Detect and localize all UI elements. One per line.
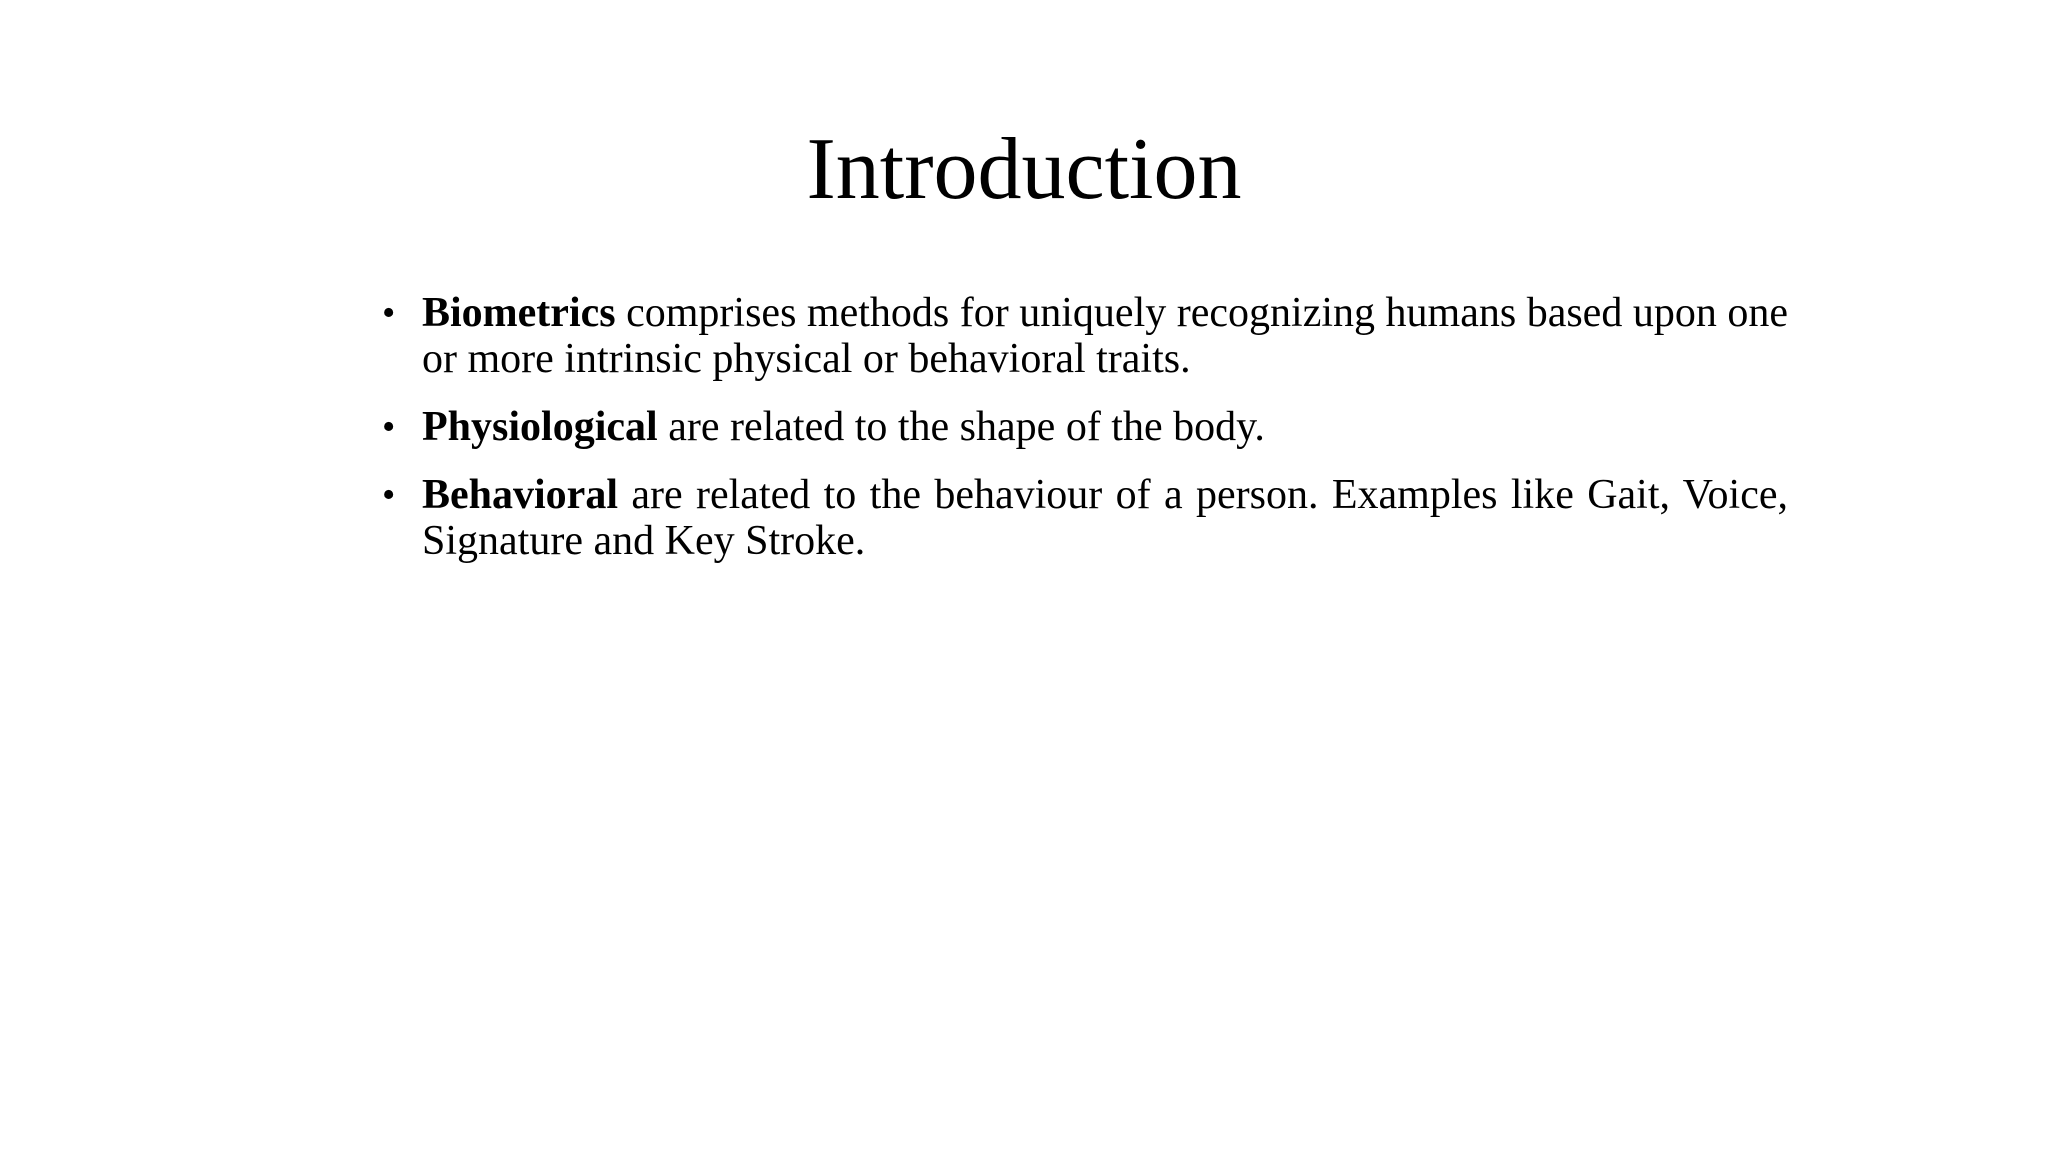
slide-title: Introduction (806, 121, 1242, 218)
bullet-text: are related to the behaviour of a person. Examples like Gait, Voice, Signature and Key Stroke. (422, 472, 1788, 564)
bullet-item-behavioral (382, 472, 1788, 564)
bullet-text: are related to the shape of the body. (657, 404, 1265, 450)
bullet-icon: • (382, 406, 396, 448)
bullet-item-physiological (382, 404, 1788, 450)
bullet-term: Behavioral (422, 472, 618, 518)
bullet-term: Biometrics (422, 290, 616, 336)
bullet-item-biometrics (382, 290, 1788, 382)
bullet-icon: • (382, 292, 396, 334)
bullet-icon: • (382, 474, 396, 516)
bullet-text: comprises methods for uniquely recognizing humans based upon one or more intrinsic physical or behavioral traits. (422, 290, 1788, 382)
bullet-list (382, 290, 1788, 586)
bullet-term: Physiological (422, 404, 658, 450)
